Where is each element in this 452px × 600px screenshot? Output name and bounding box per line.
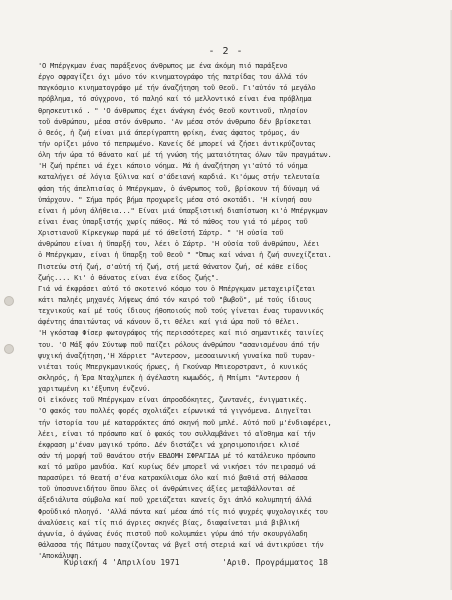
text-line: νιέται τούς Μπεργκμανικούς ήρωες, ἡ Γκούναρ Μπιεορστραντ, ὁ κυνικός: [38, 361, 308, 371]
text-line: 'Ο Μπέργκμαν ένας παράξενος άνθρωπος με ένα άκόμη πιό παράξενο: [38, 61, 288, 70]
footer-program-number: 'Αριθ. Προγράμματος 18: [222, 558, 328, 567]
text-line: έργο σφραγίζει όχι μόνο τόν κινηματογράφο τής πατρίδας του άλλά τόν: [38, 72, 308, 82]
page-number: - 2 -: [208, 46, 244, 57]
text-line: σάν τή μορφή τοῦ θανάτου στήν ΕΒΔΟΜΗ ΣΦΡΑΓΙΔΑ μέ τό κατάλευκο πρόσωπο: [38, 450, 316, 460]
text-line: Φροϋδικό πλοηγό. 'Αλλά πάντα καί μέσα άπό τίς πιό ψυχρές ψυχολογικές του: [38, 506, 328, 516]
text-line: ζωής.... Κι' ὁ θάνατος είναι ένα είδος ζωής".: [38, 272, 219, 282]
text-line: πρόβλημα, τό σύγχρονο, τό παληό καί τό μελλοντικό είναι ένα πρόβλημα: [38, 94, 312, 104]
text-line: θρησκευτικό . " 'Ο άνθρωπος έχει άνάγκη ένός θεοῦ κοντινοῦ, πλησίον: [38, 105, 308, 115]
text-line: Χριστιανοῦ Κίρκεγκωρ παρά μέ τό άθεϊστή Σάρτρ. " 'Η οὐσία τοῦ: [38, 228, 284, 238]
text-line: τήν ορίζει μόνο τό πεπρωμένο. Κανείς δέ μπορεί νά ζήσει άντικρύζοντας: [38, 138, 316, 148]
text-line: παγκόσμιο κινηματογράφο μέ τήν άναζήτηση τοῦ Θεοῦ. Γι'αὐτόν τό μεγάλο: [38, 83, 316, 93]
text-line: τοῦ άνθρώπου, μέσα στόν άνθρωπο. 'Αν μέσα στόν άνθρωπο δέν βρίσκεται: [38, 116, 312, 126]
text-line: καί τό μαῦρο μανδύα. Καί κυρίως δέν μπορεῖ νά νικήσει τόν πειρασμό νά: [38, 462, 316, 472]
punch-hole-bottom: [4, 344, 14, 354]
text-line: 'Η γκόσταφ Φίσερ φωτογράφος τής περισσότερες καί πιό σημαντικές ταινίες: [38, 328, 324, 338]
text-line: τοῦ ὑποσυνειδήτου ὅπου ὅλες οἱ άνθρώπινες άξίες μεταβάλλονται σέ: [38, 484, 296, 494]
text-line: έκφραση μ'έναν μαγικό τρόπο. Δέν διστάζει νά χρησιμοποιήσει κλισέ: [38, 439, 300, 449]
text-line: φάση τής άπελπισίας ὁ Μπέργκμαν, ὁ άνθρωπος τοῦ, βρίσκουν τή δύναμη νά: [38, 183, 320, 193]
text-line: ὁ Μπέργκμαν, είναι ἡ ὕπαρξη τοῦ Θεοῦ " "Όπως καί νάναι ἡ ζωή συνεχίζεται.: [38, 250, 332, 260]
text-line: άξεδιάλυτα σύμβολα καί ποῦ χρειάζεται κανείς ὄχι άπλό κολυμπητή άλλά: [38, 495, 312, 505]
punch-hole-top: [4, 296, 14, 306]
text-line: 'Ο φακός του πολλές φορές σχολιάζει είρωνικά τά γιγνόμενα. Διηγεῖται: [38, 406, 312, 416]
text-line: 'Η ζωή πρέπει νά έχει κάποιο νόημα. Μά ἡ άναζήτηση γι'αὐτό τό νόημα: [38, 161, 308, 171]
text-line: Οἱ εἰκόνες τοῦ Μπέργκμαν είναι άπροσδόκητες, ζωντανές, ένιγματικές.: [38, 395, 308, 405]
text-line: χαριτωμένη κι'έξυπνη ένζενύ.: [38, 384, 151, 394]
text-line: ψυχική άναζήτηση,'Η Χάρριετ "Αντερσον, μεσοαιωνική γυναίκα ποῦ τυραν-: [38, 350, 316, 360]
text-line: τεχνικούς καί μέ τούς ίδιους ήθοποιούς ποῦ τούς γίνεται ένας τυραννικός: [38, 306, 324, 316]
text-line: είναι ένας ὑπαρξιστής χωρίς πάθος. Μά τό πάθος του γιά τό μέρος τοῦ: [38, 216, 308, 226]
text-line: θάλασσα τής Πάτμου πασχίζοντας νά βγεῖ στή στεριά καί νά άντικρύσει τήν: [38, 540, 324, 550]
text-line: άφέντης άπαιτώντας νά κάνουν ὅ,τι θέλει καί γιά ώρα ποῦ τό θέλει.: [38, 317, 300, 327]
text-line: λέει, είναι τό πρόσωπο καί ὁ φακός του συλλαμβάνει τό αἴσθημα καί τήν: [38, 428, 316, 438]
text-line: Πιστεύω στή ζωή, σ'αὐτή τή ζωή, στή μετά θάνατον ζωή, σέ κάθε είδος: [38, 261, 308, 271]
text-line: ὑπάρχουν. " Σήμα πρός βήμα προχωρεῖς μέσα στό σκοτάδι. 'Η κίνησή σου: [38, 194, 312, 204]
article-body: [38, 60, 430, 561]
text-line: άναλύσεις καί τίς πιό άγριες σκηνές βίας, διαφαίνεται μιά βιβλική: [38, 517, 300, 527]
text-line: όλη τήν ώρα τό θάνατο καί μέ τή γνώση τής ματαιότητας όλων τῶν πραγμάτων.: [38, 150, 332, 160]
footer-date: Κυριακή 4 'Απριλίου 1971: [64, 558, 180, 567]
text-line: Γιά νά έκφράσει αὐτό τό σκοτεινό κόσμο του ὁ Μπέργκμαν μεταχειρίζεται: [38, 283, 316, 293]
text-line: καταλήγει σέ λόγια ξύλινα καί σ'άδειανή καρδιά. Κι'όμως στήν τελευταία: [38, 172, 320, 182]
text-line: άνθρώπου είναι ἡ ὕπαρξή του, λέει ὁ Σάρτρ. 'Η οὐσία τοῦ άνθρώπου, λέει: [38, 239, 320, 249]
text-line: του. 'Ο Μάξ φόν Σύντωφ ποῦ παίζει ρόλους άνθρώπου "ασανισμένου άπό τήν: [38, 339, 320, 349]
text-line: κάτι παληές μηχανές λήψεως άπό τόν καιρό τοῦ "βωβοῦ", μέ τούς ίδιους: [38, 294, 312, 304]
text-line: ὁ Θεός, ἡ ζωή είναι μιά άπερίγραπτη φρίκη, ένας άφατος τρόμος, άν: [38, 127, 300, 137]
text-line: είναι ἡ μόνη άλήθεια..." Είναι μιά ὑπαρξιστική διαπίστωση κι'ὁ Μπέργκμαν: [38, 205, 328, 215]
text-line: παρασύρει τό θεατή σ'ένα κατρακύλισμα όλο καί πιό βαθιά στή θάλασσα: [38, 473, 308, 483]
text-line: σκληρός, ἡ Έρα Νταχλμπεκ ἡ άγέλαστη κωμωδός, ἡ Μπίμπι "Αντερσον ἡ: [38, 372, 300, 382]
text-line: άγωνία, ὁ άγώνας ένός πιστοῦ ποῦ κολυμπάει γύρω άπό τήν σκουργόλαδη: [38, 528, 308, 538]
text-line: 'Αποκάλυψη.: [38, 551, 83, 561]
text-line: τήν ἱστορία του μέ καταρράκτες άπό σκηνή ποῦ μπλέ. Αὐτό ποῦ μ'ένδιαφέρει,: [38, 417, 332, 427]
